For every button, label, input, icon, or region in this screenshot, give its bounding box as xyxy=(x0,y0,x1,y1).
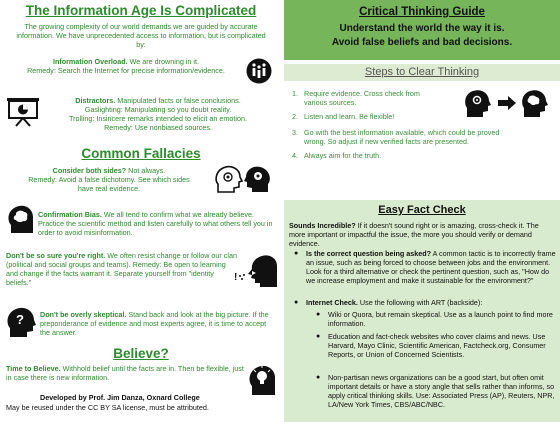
distractors-label: Distractors. xyxy=(75,96,116,105)
common-fallacies-title: Common Fallacies xyxy=(81,146,201,161)
bullet-dot: ● xyxy=(294,299,299,306)
distractors-remedy: Remedy: Use nonbiased sources. xyxy=(104,123,212,132)
believe-title: Believe? xyxy=(113,346,169,361)
confirmation-text: We all tend to confirm what we already believe. Practice the scientific method and listen carefully to what others tell you in order to avoid misinformation. xyxy=(38,210,273,237)
svg-text:!: ! xyxy=(234,272,238,283)
internet-check-label: Internet Check. xyxy=(306,298,358,307)
sub-bullet-item: Wiki or Quora, but remain skeptical. Use as a launch point to find more information. xyxy=(328,310,553,328)
fact-check-title: Easy Fact Check xyxy=(378,204,466,216)
info-overload-remedy: Remedy: Search the Internet for precise information/evidence. xyxy=(27,66,225,75)
sub-bullet-dot: ● xyxy=(316,333,321,340)
time-to-believe-text: Withhold belief until the facts are in. Then be flexible, just in case there is new information. xyxy=(6,364,244,382)
step-text: wrong. So adjust if new verified facts are presented. xyxy=(304,137,470,146)
intro-text: The growing complexity of our world demands we are guided by accurate information. We have unprecedented access to information, but is complicated by: xyxy=(16,22,266,49)
so-sure-label: Don't be so sure you're right. xyxy=(6,251,106,260)
question-asked-block xyxy=(306,249,556,285)
sounds-incredible-block xyxy=(289,221,557,248)
steps-section xyxy=(284,60,560,200)
both-sides-text: Not always. xyxy=(126,166,166,175)
sub-bullet-dot: ● xyxy=(316,311,321,318)
time-to-believe-block xyxy=(6,364,244,382)
time-to-believe-label: Time to Believe. xyxy=(6,364,61,373)
internet-check-block xyxy=(306,298,556,307)
step-item xyxy=(292,112,394,121)
sub-bullet-dot: ● xyxy=(316,374,321,381)
step-text: various sources. xyxy=(304,98,357,107)
so-sure-block xyxy=(6,251,238,287)
step-number: 1. xyxy=(292,89,298,98)
step-text: Listen and learn. Be flexible! xyxy=(304,112,395,121)
guide-subtitle-2: Avoid false beliefs and bad decisions. xyxy=(331,37,513,48)
fact-check-section xyxy=(284,200,560,422)
question-head-icon xyxy=(6,306,38,338)
question-asked-text: A common tactic is to incorrectly frame an issue, such as being forced to choose between jobs and the environment. Look for a third alternative or check the pertinent question, such as, "How do we increase employment and make it sustainable for the environment?" xyxy=(306,249,556,285)
step-number: 4. xyxy=(292,151,298,160)
step-item xyxy=(292,128,499,146)
skeptical-block xyxy=(40,310,276,337)
confirmation-label: Confirmation Bias. xyxy=(38,210,102,219)
step-number: 2. xyxy=(292,112,298,121)
sounds-incredible-label: Sounds Incredible? xyxy=(289,221,356,230)
right-column xyxy=(284,0,560,422)
so-sure-text: We often resist change or follow our clan (political and social groups and teams). Remedy: Be open to learning and change if the facts warrant it. Separate yourself from "identity beliefs." xyxy=(6,251,237,287)
distractors-text: Manipulated facts or false conclusions. xyxy=(115,96,241,105)
steps-title: Steps to Clear Thinking xyxy=(284,64,560,81)
info-overload-block xyxy=(6,57,246,75)
trolling-text: Trolling: Insincere remarks intended to elicit an emotion. xyxy=(69,114,247,123)
question-asked-label: Is the correct question being asked? xyxy=(306,249,432,258)
mind-change-icon xyxy=(464,88,550,118)
bullet-dot: ● xyxy=(294,250,299,257)
step-text: Always aim for the truth. xyxy=(304,151,382,160)
guide-header xyxy=(284,0,560,60)
distractors-block xyxy=(40,96,276,132)
shouting-head-icon xyxy=(234,254,278,288)
info-overload-text: We are drowning in it. xyxy=(127,57,200,66)
confirmation-block xyxy=(38,210,274,237)
step-item xyxy=(292,89,420,107)
license-text: May be reused under the CC BY SA license, must be attributed. xyxy=(6,403,209,412)
internet-check-text: Use the following with ART (backside): xyxy=(357,298,483,307)
presentation-board-icon xyxy=(6,97,40,127)
sounds-incredible-text: If it doesn't sound right or is amazing, cross-check it. The more important or impactful the issue, the more you should verify or demand evidence. xyxy=(289,221,539,248)
info-overload-label: Information Overload. xyxy=(52,57,128,66)
sub-bullet-item: Non-partisan news organizations can be a good start, but often omit important details or have a story angle that sells rather than informs, so apply critical thinking skills. Use: Associated Press (AP), Reuters, NPR, LA/New York Times, CBS/ABC/NBC. xyxy=(328,373,555,409)
both-sides-remedy-2: have real evidence. xyxy=(77,184,141,193)
step-text: Require evidence. Cross check from xyxy=(304,89,420,98)
skeptical-text: Stand back and look at the big picture. If the preponderance of evidence and most experts agree, it is time to accept the answer. xyxy=(40,310,269,337)
sub-bullet-item: Education and fact-check websites who cover claims and news. Use Harvard, Mayo Clinic, Scientific American, Factcheck.org, Consumer Reports, or Union of Concerned Scientists. xyxy=(328,332,546,359)
both-sides-block xyxy=(6,166,212,193)
gaslighting-text: Gaslighting: Manipulating so you doubt reality. xyxy=(84,105,232,114)
two-minds-icon xyxy=(214,164,272,194)
skeptical-label: Don't be overly skeptical. xyxy=(40,310,127,319)
step-text: Go with the best information available, which could be proved xyxy=(304,128,500,137)
both-sides-label: Consider both sides? xyxy=(52,166,127,175)
info-age-title: The Information Age Is Complicated xyxy=(25,3,257,18)
step-number: 3. xyxy=(292,128,298,137)
lightbulb-head-icon xyxy=(248,362,276,396)
both-sides-remedy-1: Remedy: Avoid a false dichotomy. See which sides xyxy=(28,175,190,184)
brain-head-icon xyxy=(6,204,34,234)
step-item xyxy=(292,151,381,160)
guide-title: Critical Thinking Guide xyxy=(359,6,485,18)
credit-text: Developed by Prof. Jim Danza, Oxnard College xyxy=(40,393,200,402)
guide-subtitle-1: Understand the world the way it is. xyxy=(339,23,505,34)
info-overload-icon xyxy=(246,58,272,84)
svg-text:?: ? xyxy=(16,312,24,327)
